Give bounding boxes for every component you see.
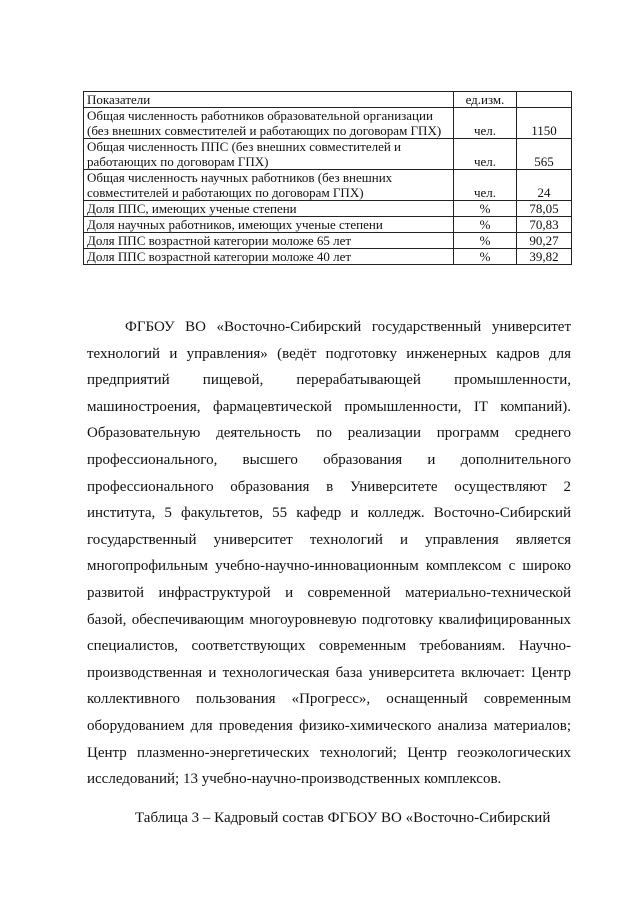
staff-indicators-table [83,91,572,265]
row-unit: чел. [454,170,517,201]
table-caption: Таблица 3 – Кадровый состав ФГБОУ ВО «Восточно-Сибирский [135,810,551,826]
row-unit: чел. [454,139,517,170]
university-description-paragraph: ФГБОУ ВО «Восточно-Сибирский государственный университет технологий и управления» (ведёт подготовку инженерных кадров для предприятий пищевой, перерабатывающей промышленности, машиностроения, фармацевтической промышленности, IT компаний). Образовательную деятельность по реализации программ среднего профессионального, высшего образования и дополнительного профессионального образования в Университете осуществляют 2 института, 5 факультетов, 55 кафедр и колледж. Восточно-Сибирский государственный университет технологий и управления является многопрофильным учебно-научно-инновационным комплексом с широко развитой инфраструктурой и современной материально-технической базой, обеспечивающим многоуровневую подготовку квалифицированных специалистов, соответствующих современным требованиям. Научно-производственная и технологическая база университета включает: Центр коллективного пользования «Прогресс», оснащенный современным оборудованием для проведения физико-химического анализа материалов; Центр плазменно-энергетических технологий; Центр геоэкологических исследований; 13 учебно-научно-производственных комплексов. [87,319,571,788]
row-unit: % [454,233,517,249]
row-indicator: Общая численность научных работников (без внешних совместителей и работающих по договорам ГПХ) [84,170,454,201]
table-row [84,201,572,217]
row-indicator: Доля ППС возрастной категории моложе 40 лет [84,249,454,265]
row-value: 565 [517,139,572,170]
row-indicator: Доля научных работников, имеющих ученые степени [84,217,454,233]
table-row [84,217,572,233]
table-row [84,108,572,139]
header-unit: ед.изм. [454,92,517,108]
row-value: 1150 [517,108,572,139]
row-value: 39,82 [517,249,572,265]
row-unit: % [454,249,517,265]
table-row [84,139,572,170]
row-value: 24 [517,170,572,201]
row-indicator: Доля ППС, имеющих ученые степени [84,201,454,217]
table-row [84,249,572,265]
table-row [84,170,572,201]
table-header-row [84,92,572,108]
header-value [517,92,572,108]
row-indicator: Доля ППС возрастной категории моложе 65 лет [84,233,454,249]
row-value: 78,05 [517,201,572,217]
row-value: 90,27 [517,233,572,249]
row-unit: чел. [454,108,517,139]
header-indicator: Показатели [84,92,454,108]
row-indicator: Общая численность ППС (без внешних совместителей и работающих по договорам ГПХ) [84,139,454,170]
table-row [84,233,572,249]
row-indicator: Общая численность работников образовательной организации (без внешних совместителей и работающих по договорам ГПХ) [84,108,454,139]
row-unit: % [454,201,517,217]
row-value: 70,83 [517,217,572,233]
row-unit: % [454,217,517,233]
